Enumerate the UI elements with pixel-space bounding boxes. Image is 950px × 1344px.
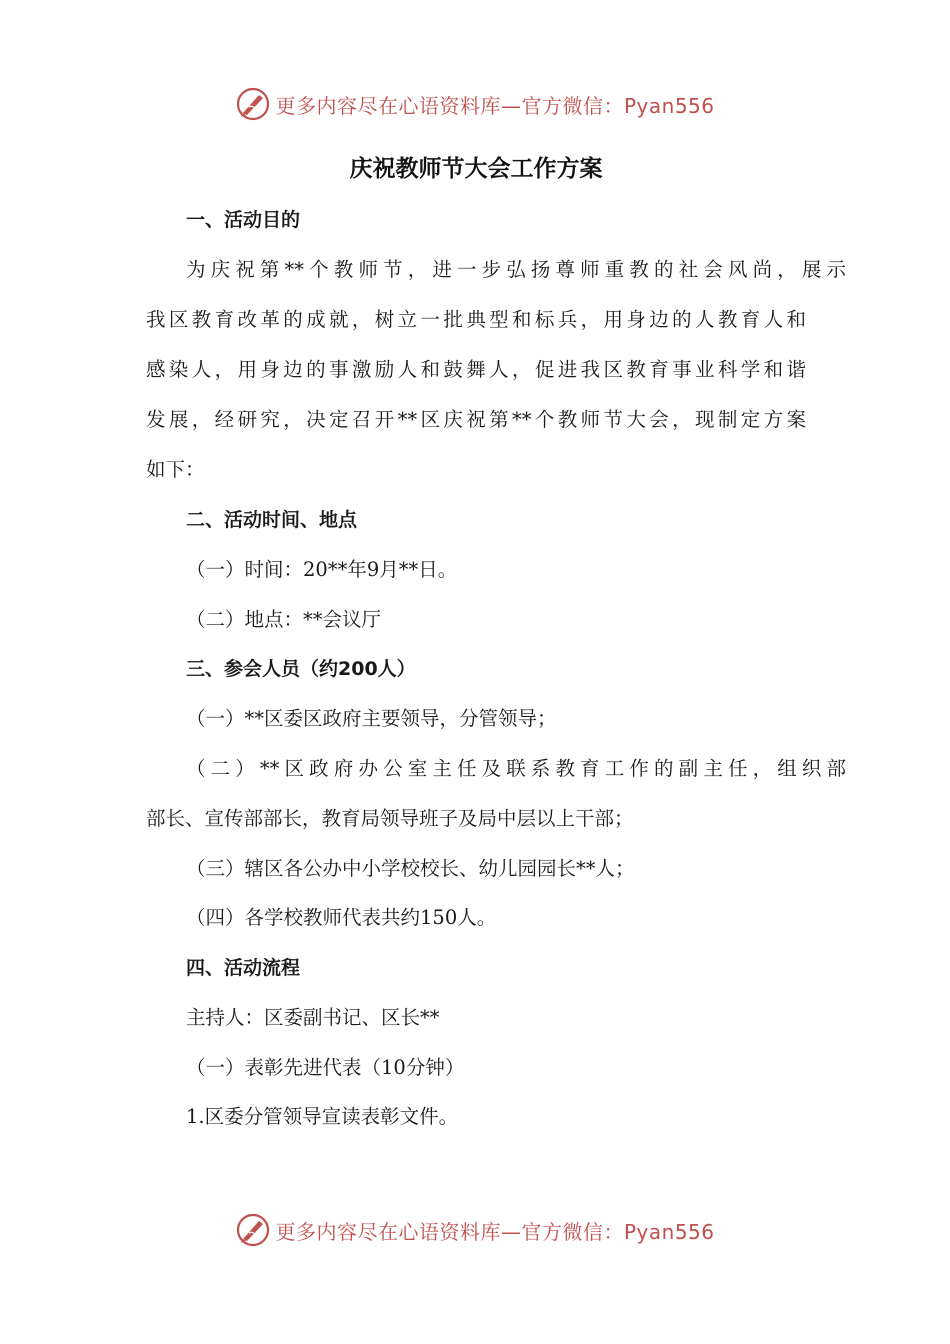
- paragraph-line: 感染人，用身边的事激励人和鼓舞人，促进我区教育事业科学和谐: [146, 358, 806, 381]
- list-item: （三）辖区各公办中小学校校长、幼儿园园长**人；: [186, 857, 635, 880]
- paragraph-line: 如下：: [146, 458, 205, 481]
- section-heading-3: 三、参会人员（约200人）: [186, 658, 416, 680]
- watermark-banner-bottom: [0, 1208, 950, 1252]
- section-heading-4: 四、活动流程: [186, 957, 301, 979]
- watermark-text: 更多内容尽在心语资料库—官方微信：Pyan556: [275, 93, 715, 118]
- host-line: 主持人：区委副书记、区长**: [186, 1006, 440, 1029]
- section-heading-1: 一、活动目的: [186, 209, 301, 231]
- list-item: （二）**区政府办公室主任及联系教育工作的副主任，组织部: [186, 757, 846, 780]
- list-item: （二）地点：**会议厅: [186, 608, 382, 631]
- list-item: 1.区委分管领导宣读表彰文件。: [186, 1105, 459, 1128]
- list-item: （一）**区委区政府主要领导，分管领导；: [186, 707, 557, 730]
- wechat-id: Pyan556: [623, 93, 715, 118]
- pen-logo-icon: [235, 1212, 271, 1248]
- list-item: （一）时间：20**年9月**日。: [186, 558, 458, 581]
- watermark-text: 更多内容尽在心语资料库—官方微信：Pyan556: [275, 1219, 715, 1244]
- list-item: （四）各学校教师代表共约150人。: [186, 906, 497, 929]
- document-title: 庆祝教师节大会工作方案: [349, 155, 603, 182]
- list-item-continuation: 部长、宣传部部长，教育局领导班子及局中层以上干部；: [146, 807, 634, 830]
- watermark-banner-top: [0, 82, 950, 126]
- list-item: （一）表彰先进代表（10分钟）: [186, 1056, 465, 1079]
- paragraph-line: 我区教育改革的成就，树立一批典型和标兵，用身边的人教育人和: [146, 308, 806, 331]
- paragraph-line: 发展，经研究，决定召开**区庆祝第**个教师节大会，现制定方案: [146, 408, 806, 431]
- paragraph-line: 为庆祝第**个教师节，进一步弘扬尊师重教的社会风尚，展示: [186, 258, 846, 281]
- pen-logo-icon: [235, 86, 271, 122]
- section-heading-2: 二、活动时间、地点: [186, 509, 358, 531]
- wechat-id: Pyan556: [623, 1219, 715, 1244]
